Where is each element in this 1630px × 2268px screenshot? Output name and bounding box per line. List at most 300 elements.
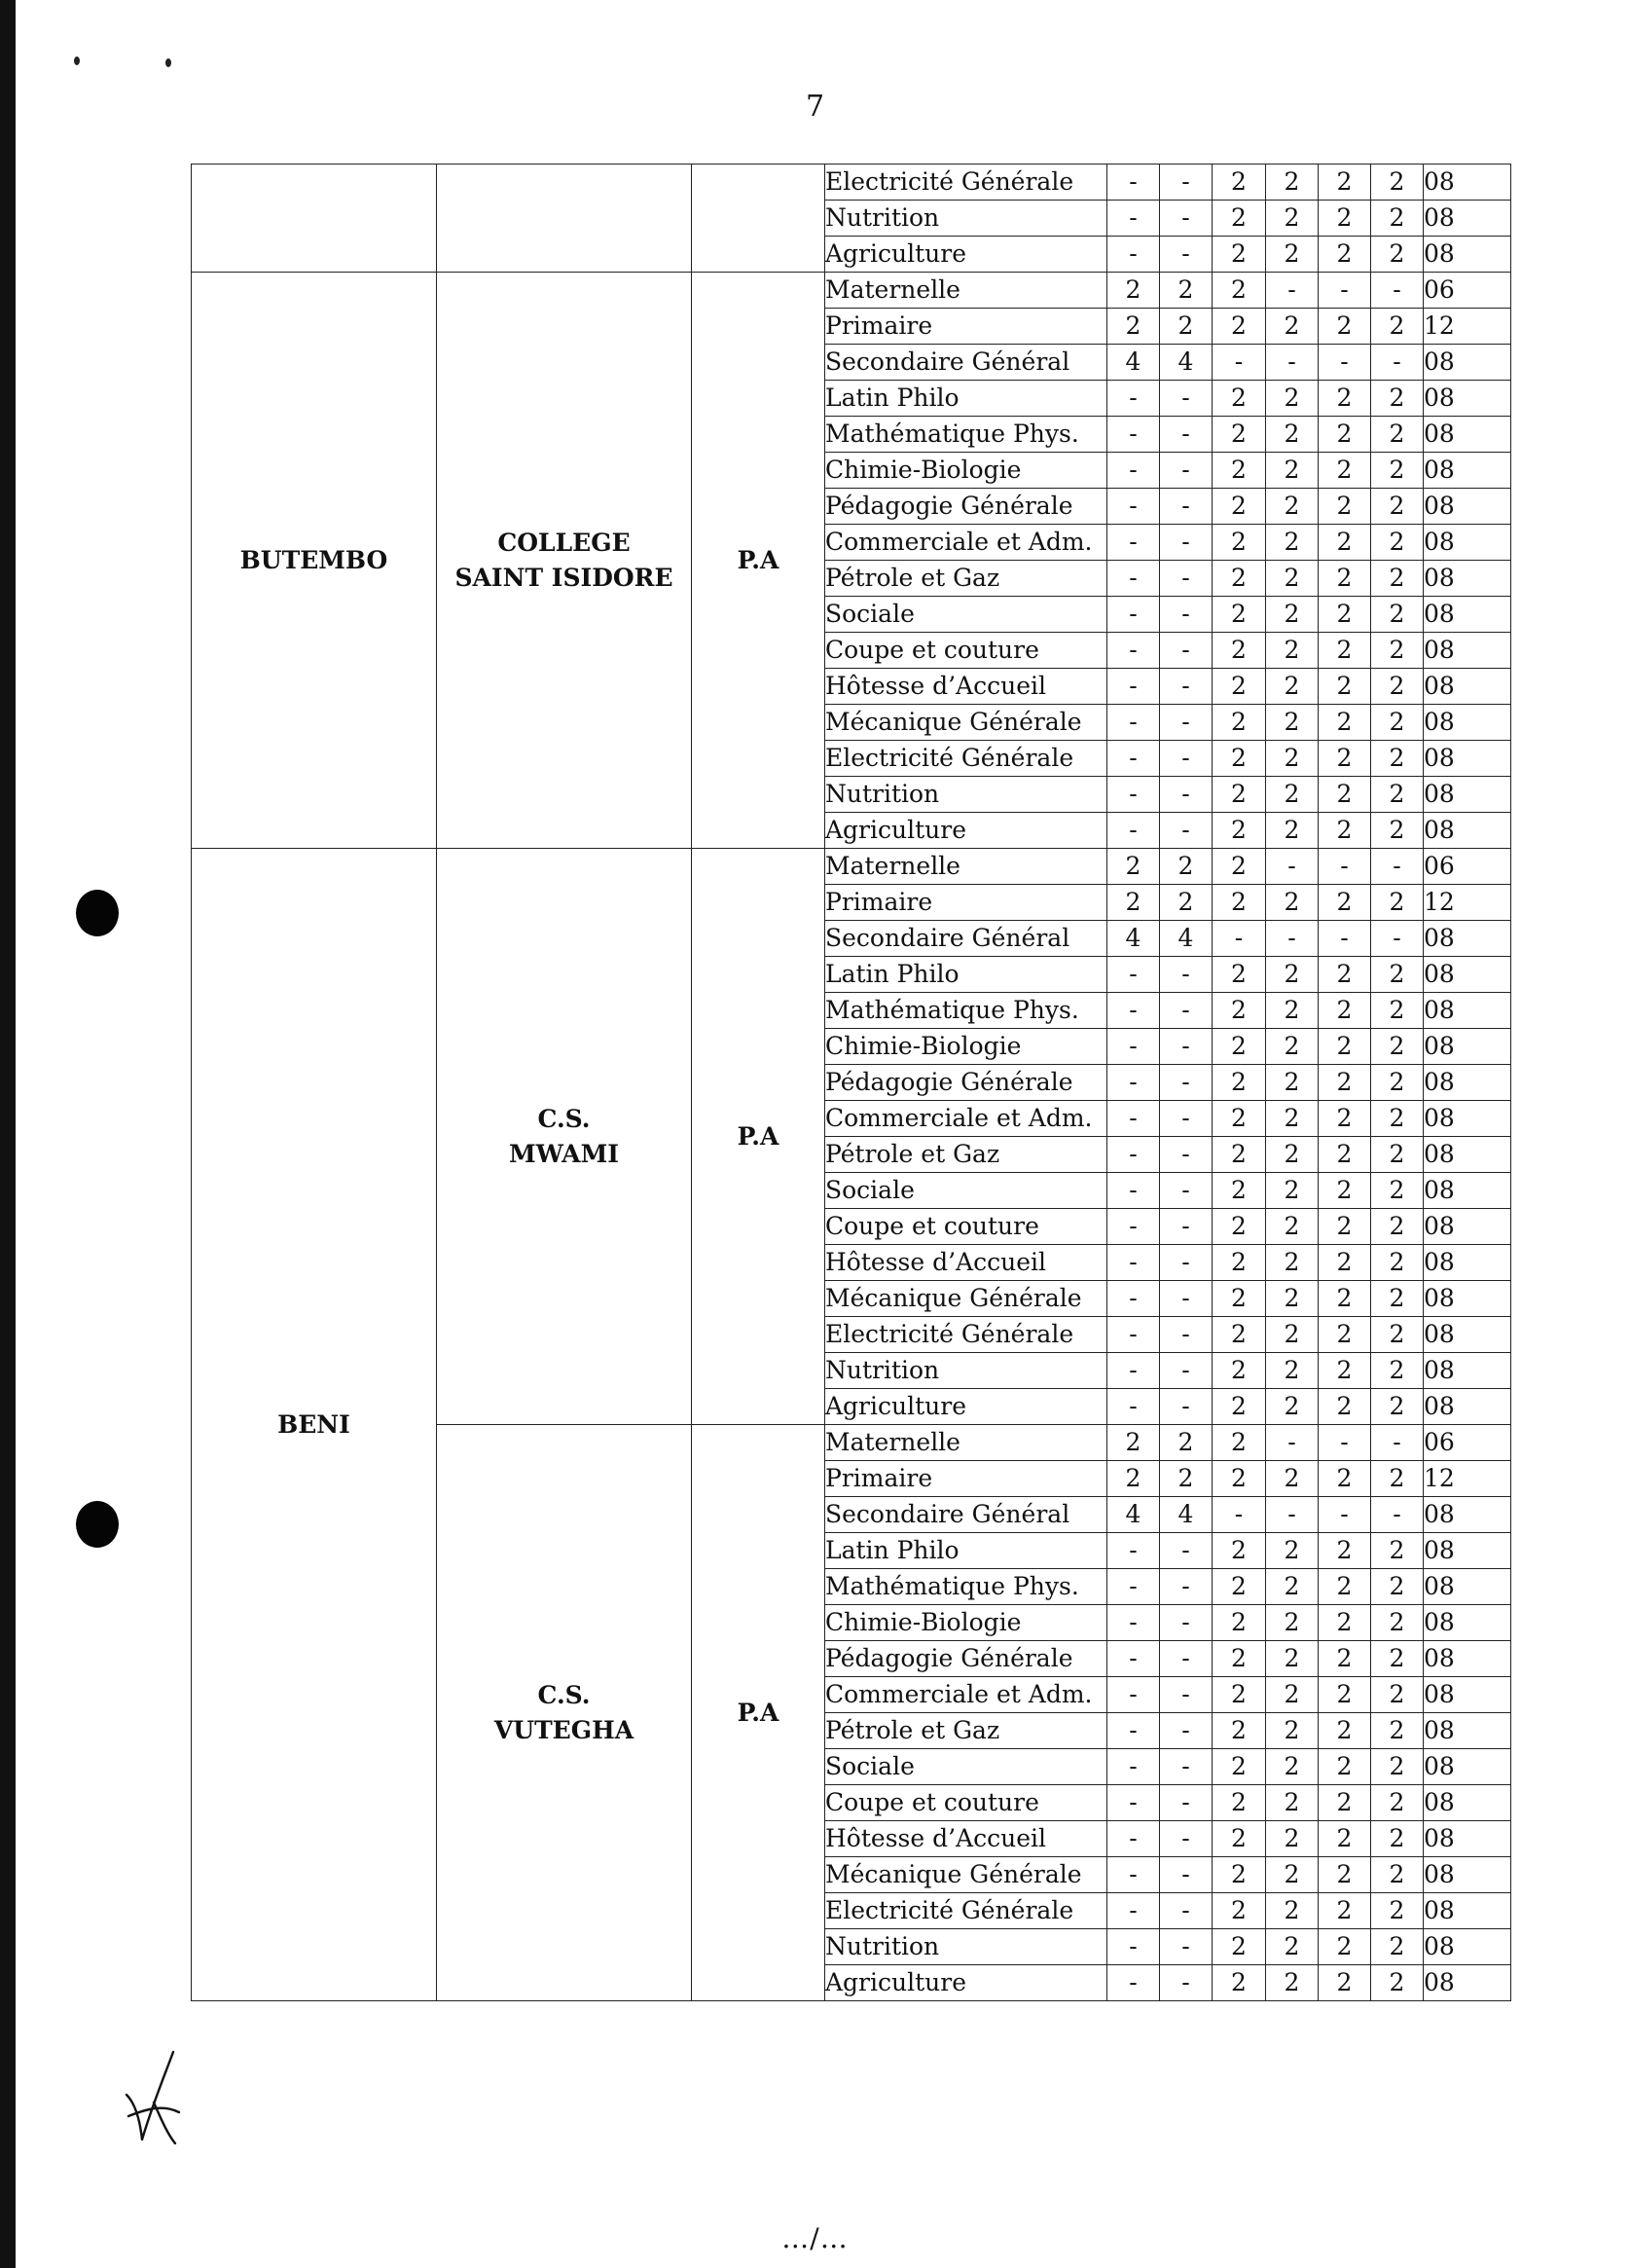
count-cell: 2 (1371, 957, 1424, 993)
count-cell: 2 (1107, 1461, 1160, 1497)
count-cell: 2 (1371, 489, 1424, 525)
count-cell: 2 (1266, 1029, 1319, 1065)
count-cell: - (1160, 1605, 1213, 1641)
count-cell: 2 (1213, 1857, 1266, 1893)
count-cell: 2 (1213, 669, 1266, 705)
count-cell: 2 (1371, 237, 1424, 273)
scan-speck (165, 58, 171, 67)
count-cell: 2 (1266, 1677, 1319, 1713)
count-cell: 2 (1266, 1713, 1319, 1749)
option-cell: Sociale (825, 1749, 1107, 1785)
total-cell: 08 (1424, 705, 1511, 741)
total-cell: 08 (1424, 957, 1511, 993)
count-cell: 2 (1213, 453, 1266, 489)
count-cell: - (1213, 345, 1266, 381)
total-cell: 08 (1424, 1281, 1511, 1317)
count-cell: 2 (1319, 1209, 1371, 1245)
count-cell: 2 (1319, 885, 1371, 921)
total-cell: 08 (1424, 1137, 1511, 1173)
count-cell: - (1160, 1317, 1213, 1353)
count-cell: 2 (1371, 309, 1424, 345)
count-cell: 2 (1319, 1137, 1371, 1173)
count-cell: - (1107, 1389, 1160, 1425)
count-cell: 2 (1319, 237, 1371, 273)
count-cell: - (1160, 417, 1213, 453)
count-cell: 2 (1319, 417, 1371, 453)
option-cell: Chimie-Biologie (825, 1605, 1107, 1641)
punch-hole (76, 890, 119, 936)
count-cell: 2 (1266, 309, 1319, 345)
total-cell: 08 (1424, 1929, 1511, 1965)
count-cell: 2 (1213, 1821, 1266, 1857)
option-cell: Agriculture (825, 1965, 1107, 2001)
count-cell: 2 (1213, 489, 1266, 525)
count-cell: - (1371, 921, 1424, 957)
count-cell: - (1160, 993, 1213, 1029)
option-cell: Agriculture (825, 237, 1107, 273)
count-cell: 2 (1213, 1209, 1266, 1245)
count-cell: - (1160, 381, 1213, 417)
count-cell: 2 (1319, 1677, 1371, 1713)
total-cell: 06 (1424, 1425, 1511, 1461)
count-cell: 2 (1213, 1713, 1266, 1749)
count-cell: - (1107, 1173, 1160, 1209)
count-cell: - (1107, 1857, 1160, 1893)
total-cell: 08 (1424, 1821, 1511, 1857)
count-cell: 2 (1107, 273, 1160, 309)
count-cell: - (1107, 1101, 1160, 1137)
total-cell: 08 (1424, 1893, 1511, 1929)
count-cell: 2 (1319, 993, 1371, 1029)
count-cell: 2 (1107, 849, 1160, 885)
school-name-line: C.S. (537, 1104, 591, 1133)
count-cell: - (1266, 345, 1319, 381)
count-cell: 2 (1319, 1893, 1371, 1929)
option-cell: Secondaire Général (825, 1497, 1107, 1533)
count-cell: - (1160, 1749, 1213, 1785)
option-cell: Chimie-Biologie (825, 453, 1107, 489)
option-cell: Primaire (825, 309, 1107, 345)
count-cell: - (1107, 597, 1160, 633)
count-cell: 2 (1266, 1533, 1319, 1569)
count-cell: 2 (1371, 597, 1424, 633)
count-cell: 2 (1319, 705, 1371, 741)
count-cell: 2 (1266, 741, 1319, 777)
scan-edge (0, 0, 16, 2268)
count-cell: 2 (1213, 273, 1266, 309)
option-cell: Chimie-Biologie (825, 1029, 1107, 1065)
count-cell: - (1160, 1713, 1213, 1749)
option-cell: Nutrition (825, 777, 1107, 813)
option-cell: Secondaire Général (825, 345, 1107, 381)
option-cell: Secondaire Général (825, 921, 1107, 957)
total-cell: 08 (1424, 417, 1511, 453)
count-cell: 2 (1160, 1425, 1213, 1461)
option-cell: Coupe et couture (825, 1209, 1107, 1245)
count-cell: 2 (1319, 957, 1371, 993)
total-cell: 12 (1424, 309, 1511, 345)
count-cell: - (1107, 1965, 1160, 2001)
option-cell: Maternelle (825, 1425, 1107, 1461)
total-cell: 08 (1424, 561, 1511, 597)
count-cell: 2 (1319, 165, 1371, 201)
count-cell: 2 (1319, 1353, 1371, 1389)
count-cell: 2 (1371, 1677, 1424, 1713)
count-cell: 2 (1371, 1821, 1424, 1857)
school-cell (437, 273, 692, 849)
count-cell: - (1160, 1821, 1213, 1857)
count-cell: - (1319, 1497, 1371, 1533)
count-cell: 2 (1213, 1605, 1266, 1641)
count-cell: 2 (1213, 705, 1266, 741)
option-cell: Mécanique Générale (825, 705, 1107, 741)
count-cell: 2 (1213, 1389, 1266, 1425)
option-cell: Mécanique Générale (825, 1857, 1107, 1893)
count-cell: 2 (1266, 1929, 1319, 1965)
option-cell: Primaire (825, 885, 1107, 921)
count-cell: 2 (1319, 1101, 1371, 1137)
count-cell: 2 (1319, 489, 1371, 525)
count-cell: 2 (1213, 1785, 1266, 1821)
count-cell: 2 (1319, 741, 1371, 777)
count-cell: 2 (1213, 1137, 1266, 1173)
count-cell: 2 (1213, 309, 1266, 345)
count-cell: - (1160, 1173, 1213, 1209)
count-cell: 2 (1371, 1353, 1424, 1389)
count-cell: - (1107, 489, 1160, 525)
count-cell: 2 (1319, 309, 1371, 345)
count-cell: - (1107, 1209, 1160, 1245)
scan-speck (74, 56, 80, 65)
count-cell: 2 (1371, 1281, 1424, 1317)
count-cell: - (1160, 165, 1213, 201)
count-cell: 2 (1319, 1821, 1371, 1857)
total-cell: 08 (1424, 921, 1511, 957)
count-cell: - (1107, 669, 1160, 705)
count-cell: - (1213, 1497, 1266, 1533)
count-cell: - (1160, 237, 1213, 273)
region-cell: BUTEMBO (192, 273, 437, 849)
count-cell: 2 (1319, 597, 1371, 633)
count-cell: 2 (1266, 1173, 1319, 1209)
total-cell: 08 (1424, 1209, 1511, 1245)
count-cell: - (1266, 273, 1319, 309)
option-cell: Hôtesse d’Accueil (825, 1821, 1107, 1857)
count-cell: 2 (1213, 1245, 1266, 1281)
count-cell: 2 (1160, 273, 1213, 309)
count-cell: 2 (1213, 633, 1266, 669)
count-cell: 2 (1371, 453, 1424, 489)
count-cell: 2 (1213, 1317, 1266, 1353)
count-cell: - (1371, 1425, 1424, 1461)
handwritten-signature (115, 2044, 202, 2146)
count-cell: 2 (1371, 1461, 1424, 1497)
count-cell: - (1160, 1029, 1213, 1065)
total-cell: 08 (1424, 1857, 1511, 1893)
count-cell: 2 (1371, 381, 1424, 417)
count-cell: 2 (1266, 1281, 1319, 1317)
count-cell: - (1160, 597, 1213, 633)
school-cell (437, 849, 692, 1425)
total-cell: 08 (1424, 1389, 1511, 1425)
count-cell: 2 (1319, 1065, 1371, 1101)
count-cell: - (1371, 273, 1424, 309)
count-cell: - (1107, 237, 1160, 273)
total-cell: 08 (1424, 525, 1511, 561)
table-row (192, 849, 1511, 885)
count-cell: 2 (1319, 525, 1371, 561)
count-cell: - (1160, 1641, 1213, 1677)
count-cell: 2 (1266, 1389, 1319, 1425)
count-cell: - (1160, 777, 1213, 813)
count-cell: - (1160, 1353, 1213, 1389)
count-cell: 2 (1213, 1641, 1266, 1677)
total-cell: 08 (1424, 1677, 1511, 1713)
option-cell: Latin Philo (825, 957, 1107, 993)
count-cell: 2 (1266, 1569, 1319, 1605)
count-cell: 2 (1213, 1677, 1266, 1713)
count-cell: - (1266, 1425, 1319, 1461)
count-cell: 2 (1319, 1713, 1371, 1749)
count-cell: 2 (1160, 849, 1213, 885)
count-cell: 2 (1371, 813, 1424, 849)
option-cell: Commerciale et Adm. (825, 1677, 1107, 1713)
option-cell: Maternelle (825, 273, 1107, 309)
count-cell: 2 (1266, 489, 1319, 525)
count-cell: 2 (1213, 417, 1266, 453)
option-cell: Mathématique Phys. (825, 417, 1107, 453)
count-cell: - (1160, 1209, 1213, 1245)
total-cell: 08 (1424, 1641, 1511, 1677)
count-cell: 2 (1266, 813, 1319, 849)
count-cell: - (1160, 1101, 1213, 1137)
count-cell: 2 (1319, 453, 1371, 489)
count-cell: - (1107, 1281, 1160, 1317)
count-cell: 2 (1266, 1749, 1319, 1785)
total-cell: 08 (1424, 633, 1511, 669)
total-cell: 12 (1424, 1461, 1511, 1497)
option-cell: Pétrole et Gaz (825, 1713, 1107, 1749)
option-cell: Nutrition (825, 201, 1107, 237)
count-cell: 2 (1371, 561, 1424, 597)
count-cell: - (1107, 201, 1160, 237)
count-cell: 2 (1371, 1713, 1424, 1749)
total-cell: 08 (1424, 1533, 1511, 1569)
total-cell: 08 (1424, 1785, 1511, 1821)
count-cell: 4 (1160, 345, 1213, 381)
count-cell: - (1107, 1929, 1160, 1965)
count-cell: 2 (1319, 813, 1371, 849)
count-cell: 2 (1213, 1065, 1266, 1101)
school-name-line: MWAMI (509, 1139, 619, 1168)
option-cell: Coupe et couture (825, 1785, 1107, 1821)
count-cell: 2 (1319, 1569, 1371, 1605)
count-cell: 2 (1213, 1569, 1266, 1605)
count-cell: - (1107, 993, 1160, 1029)
count-cell: 2 (1371, 1965, 1424, 2001)
count-cell: 2 (1319, 669, 1371, 705)
count-cell: 2 (1371, 1929, 1424, 1965)
count-cell: 2 (1266, 165, 1319, 201)
count-cell: 2 (1107, 885, 1160, 921)
regime-cell (692, 165, 825, 273)
count-cell: 2 (1266, 885, 1319, 921)
count-cell: 2 (1213, 993, 1266, 1029)
count-cell: 2 (1371, 1389, 1424, 1425)
count-cell: 2 (1213, 1749, 1266, 1785)
count-cell: 2 (1371, 1893, 1424, 1929)
count-cell: 2 (1213, 849, 1266, 885)
count-cell: 2 (1213, 1929, 1266, 1965)
count-cell: 2 (1319, 777, 1371, 813)
option-cell: Electricité Générale (825, 1893, 1107, 1929)
option-cell: Pétrole et Gaz (825, 1137, 1107, 1173)
count-cell: 2 (1371, 669, 1424, 705)
punch-hole (76, 1501, 119, 1548)
count-cell: 2 (1371, 417, 1424, 453)
count-cell: - (1160, 669, 1213, 705)
count-cell: - (1160, 741, 1213, 777)
count-cell: 2 (1266, 1785, 1319, 1821)
count-cell: 2 (1266, 1893, 1319, 1929)
region-cell (192, 165, 437, 273)
count-cell: - (1160, 1569, 1213, 1605)
count-cell: 4 (1160, 1497, 1213, 1533)
count-cell: 2 (1213, 597, 1266, 633)
option-cell: Nutrition (825, 1353, 1107, 1389)
count-cell: 2 (1371, 1533, 1424, 1569)
count-cell: - (1160, 1245, 1213, 1281)
total-cell: 08 (1424, 741, 1511, 777)
regime-cell: P.A (692, 273, 825, 849)
count-cell: 4 (1160, 921, 1213, 957)
count-cell: - (1160, 561, 1213, 597)
option-cell: Agriculture (825, 1389, 1107, 1425)
count-cell: 2 (1213, 1173, 1266, 1209)
count-cell: - (1160, 201, 1213, 237)
count-cell: - (1107, 381, 1160, 417)
count-cell: - (1266, 1497, 1319, 1533)
count-cell: 2 (1371, 1209, 1424, 1245)
option-cell: Primaire (825, 1461, 1107, 1497)
count-cell: 2 (1213, 885, 1266, 921)
count-cell: 2 (1213, 1461, 1266, 1497)
count-cell: 2 (1213, 1353, 1266, 1389)
count-cell: 2 (1319, 201, 1371, 237)
count-cell: 2 (1213, 777, 1266, 813)
total-cell: 06 (1424, 273, 1511, 309)
count-cell: 2 (1213, 1533, 1266, 1569)
count-cell: 4 (1107, 345, 1160, 381)
total-cell: 08 (1424, 993, 1511, 1029)
count-cell: 2 (1213, 1965, 1266, 2001)
count-cell: 2 (1371, 525, 1424, 561)
school-name-line: SAINT ISIDORE (454, 563, 673, 592)
option-cell: Commerciale et Adm. (825, 1101, 1107, 1137)
count-cell: - (1107, 813, 1160, 849)
count-cell: - (1266, 849, 1319, 885)
total-cell: 08 (1424, 1605, 1511, 1641)
count-cell: 2 (1319, 1605, 1371, 1641)
count-cell: 2 (1213, 1425, 1266, 1461)
page-number: 7 (805, 90, 825, 124)
option-cell: Pétrole et Gaz (825, 561, 1107, 597)
count-cell: 2 (1266, 1209, 1319, 1245)
school-name-line: VUTEGHA (493, 1715, 634, 1744)
total-cell: 08 (1424, 453, 1511, 489)
count-cell: 2 (1319, 381, 1371, 417)
count-cell: 2 (1371, 1173, 1424, 1209)
total-cell: 08 (1424, 237, 1511, 273)
count-cell: 2 (1371, 741, 1424, 777)
option-cell: Maternelle (825, 849, 1107, 885)
count-cell: 2 (1371, 1101, 1424, 1137)
count-cell: 2 (1266, 993, 1319, 1029)
count-cell: 2 (1266, 705, 1319, 741)
count-cell: 2 (1213, 1029, 1266, 1065)
count-cell: 2 (1107, 309, 1160, 345)
total-cell: 08 (1424, 489, 1511, 525)
count-cell: 2 (1319, 1317, 1371, 1353)
count-cell: - (1107, 1569, 1160, 1605)
count-cell: - (1160, 489, 1213, 525)
count-cell: - (1319, 345, 1371, 381)
count-cell: - (1107, 741, 1160, 777)
count-cell: 2 (1319, 1857, 1371, 1893)
count-cell: - (1371, 849, 1424, 885)
school-cell (437, 1425, 692, 2001)
count-cell: - (1371, 1497, 1424, 1533)
total-cell: 08 (1424, 201, 1511, 237)
count-cell: - (1107, 453, 1160, 489)
count-cell: 2 (1371, 1317, 1424, 1353)
count-cell: - (1213, 921, 1266, 957)
count-cell: 2 (1371, 705, 1424, 741)
total-cell: 08 (1424, 777, 1511, 813)
count-cell: - (1266, 921, 1319, 957)
count-cell: 2 (1266, 561, 1319, 597)
total-cell: 08 (1424, 1965, 1511, 2001)
count-cell: - (1319, 849, 1371, 885)
count-cell: 2 (1213, 1893, 1266, 1929)
total-cell: 08 (1424, 381, 1511, 417)
count-cell: - (1107, 1785, 1160, 1821)
school-name-line: COLLEGE (497, 528, 631, 557)
count-cell: - (1107, 1245, 1160, 1281)
count-cell: 2 (1266, 1353, 1319, 1389)
count-cell: - (1107, 525, 1160, 561)
count-cell: 2 (1371, 1857, 1424, 1893)
total-cell: 08 (1424, 1569, 1511, 1605)
region-cell: BENI (192, 849, 437, 2001)
count-cell: - (1107, 1641, 1160, 1677)
option-cell: Hôtesse d’Accueil (825, 1245, 1107, 1281)
count-cell: - (1319, 273, 1371, 309)
count-cell: 2 (1266, 777, 1319, 813)
count-cell: 2 (1266, 417, 1319, 453)
total-cell: 08 (1424, 1245, 1511, 1281)
count-cell: 2 (1266, 525, 1319, 561)
count-cell: - (1160, 1677, 1213, 1713)
option-cell: Nutrition (825, 1929, 1107, 1965)
option-cell: Electricité Générale (825, 165, 1107, 201)
count-cell: 2 (1266, 1101, 1319, 1137)
option-cell: Mathématique Phys. (825, 993, 1107, 1029)
count-cell: 2 (1319, 1533, 1371, 1569)
count-cell: 2 (1319, 633, 1371, 669)
count-cell: 2 (1266, 1065, 1319, 1101)
total-cell: 08 (1424, 1497, 1511, 1533)
